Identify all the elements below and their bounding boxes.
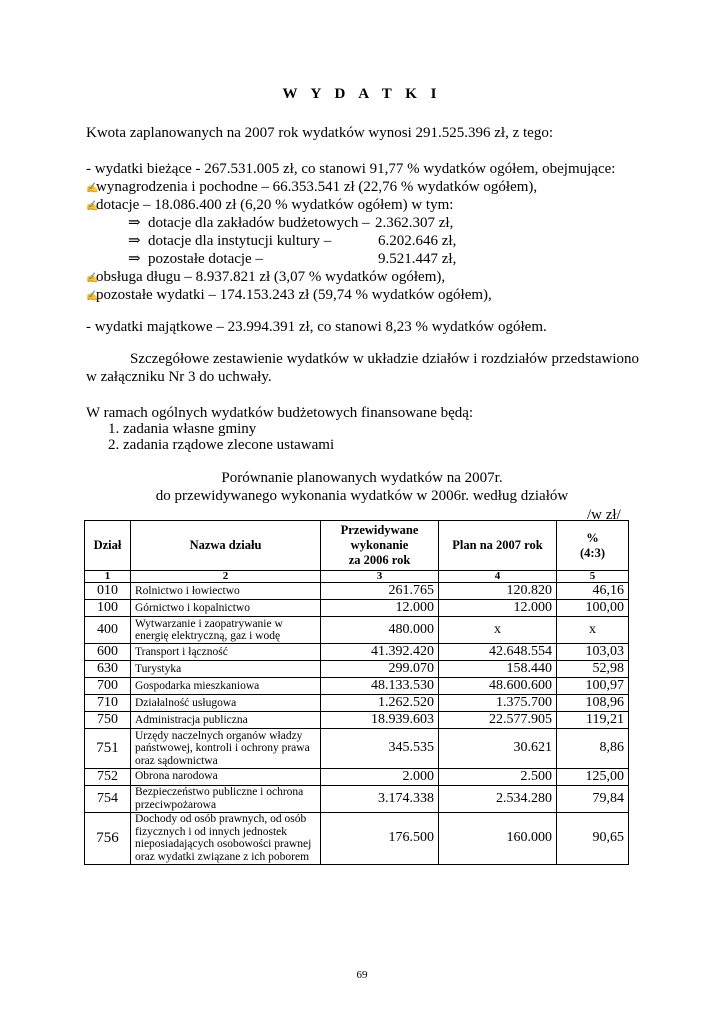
table-row xyxy=(85,729,629,769)
table-row xyxy=(85,600,629,617)
subsidy-item xyxy=(128,250,263,268)
table-row xyxy=(85,695,629,712)
cell-nazwa xyxy=(131,617,321,644)
cell-nazwa-line: Wytwarzanie i zaopatrywanie w xyxy=(135,617,283,630)
table-caption: Porównanie planowanych wydatków na 2007r. xyxy=(221,470,503,486)
subsidy-amount: 2.362.307 zł, xyxy=(375,215,454,231)
page-title: W Y D A T K I xyxy=(282,86,442,102)
cell-percent: 100,00 xyxy=(557,600,629,617)
cell-nazwa-line: Urzędy naczelnych organów władzy xyxy=(135,729,303,742)
cell-plan: 12.000 xyxy=(439,600,557,617)
bullet-text: pozostałe wydatki – 174.153.243 zł (59,74 % wydatków ogółem), xyxy=(96,287,492,303)
header-nazwa: Nazwa działu xyxy=(131,521,321,571)
cell-percent: 103,03 xyxy=(557,644,629,661)
cell-dzial: 630 xyxy=(85,661,131,678)
cell-nazwa-line: Administracja publiczna xyxy=(135,713,248,726)
cell-dzial: 751 xyxy=(85,729,131,769)
cell-nazwa-line: Transport i łączność xyxy=(135,645,228,658)
pencil-icon: ✍ xyxy=(86,201,99,212)
cell-nazwa-line: oraz sądownictwa xyxy=(135,754,218,767)
cell-nazwa-line: przeciwpożarowa xyxy=(135,798,217,811)
cell-przewidywane: 3.174.338 xyxy=(321,785,439,812)
page-number: 69 xyxy=(356,969,368,981)
cell-plan: 30.621 xyxy=(439,729,557,769)
subsidy-amount: 9.521.447 zł, xyxy=(378,251,457,267)
cell-nazwa xyxy=(131,729,321,769)
column-index-row xyxy=(85,571,629,583)
table-row xyxy=(85,617,629,644)
table-caption: do przewidywanego wykonania wydatków w 2006r. według działów xyxy=(155,488,569,504)
cell-plan: 42.648.554 xyxy=(439,644,557,661)
subsidy-label: dotacje dla instytucji kultury – xyxy=(148,233,332,249)
cell-nazwa-line: Turystyka xyxy=(135,662,182,675)
subsidy-item xyxy=(128,232,331,250)
cell-nazwa-line: energię elektryczną, gaz i wodę xyxy=(135,630,281,642)
cell-dzial: 400 xyxy=(85,617,131,644)
cell-percent: x xyxy=(557,617,629,644)
cell-nazwa-line: Gospodarka mieszkaniowa xyxy=(135,679,260,692)
arrow-right-icon: ⇒ xyxy=(128,233,141,249)
cell-nazwa-line: Bezpieczeństwo publiczne i ochrona xyxy=(135,786,304,798)
cell-dzial: 752 xyxy=(85,768,131,785)
cell-nazwa xyxy=(131,678,321,695)
cell-dzial: 600 xyxy=(85,644,131,661)
subsidy-item xyxy=(128,214,370,232)
table-row xyxy=(85,583,629,600)
bullet-item xyxy=(86,196,453,216)
cell-nazwa-line: fizycznych i od innych jednostek xyxy=(135,825,288,838)
header-percent: % (4:3) xyxy=(557,521,629,571)
header-przewidywane: Przewidywane wykonanie za 2006 rok xyxy=(321,521,439,571)
cell-nazwa-line: Obrona narodowa xyxy=(135,770,218,783)
cell-przewidywane: 1.262.520 xyxy=(321,695,439,712)
column-index: 1 xyxy=(85,571,131,583)
column-index: 3 xyxy=(321,571,439,583)
cell-dzial: 100 xyxy=(85,600,131,617)
current-expenses-line: - wydatki bieżące - 267.531.005 zł, co stanowi 91,77 % wydatków ogółem, obejmujące: xyxy=(86,161,616,177)
cell-percent: 90,65 xyxy=(557,812,629,864)
cell-nazwa-line: Górnictwo i kopalnictwo xyxy=(135,601,250,614)
cell-percent: 100,97 xyxy=(557,678,629,695)
pencil-icon: ✍ xyxy=(86,273,99,284)
cell-plan: 48.600.600 xyxy=(439,678,557,695)
header-plan: Plan na 2007 rok xyxy=(439,521,557,571)
table-row xyxy=(85,785,629,812)
table-row xyxy=(85,661,629,678)
unit-label: /w zł/ xyxy=(587,507,621,523)
cell-nazwa-line: nieposiadających osobowości prawnej xyxy=(135,838,312,850)
intro-text: Kwota zaplanowanych na 2007 rok wydatków wynosi 291.525.396 zł, z tego: xyxy=(86,125,553,141)
cell-przewidywane: 261.765 xyxy=(321,583,439,600)
cell-nazwa xyxy=(131,600,321,617)
cell-nazwa xyxy=(131,644,321,661)
financed-item: 2. zadania rządowe zlecone ustawami xyxy=(108,437,335,453)
cell-przewidywane: 41.392.420 xyxy=(321,644,439,661)
cell-plan: 1.375.700 xyxy=(439,695,557,712)
cell-nazwa xyxy=(131,812,321,864)
bullet-item xyxy=(86,178,537,198)
financed-intro: W ramach ogólnych wydatków budżetowych finansowane będą: xyxy=(86,405,474,421)
cell-nazwa-line: Rolnictwo i łowiectwo xyxy=(135,584,240,597)
arrow-right-icon: ⇒ xyxy=(128,215,141,231)
subsidy-amount: 6.202.646 zł, xyxy=(378,233,457,249)
bullet-text: dotacje – 18.086.400 zł (6,20 % wydatków ogółem) w tym: xyxy=(96,197,454,213)
cell-plan: 2.534.280 xyxy=(439,785,557,812)
cell-nazwa xyxy=(131,785,321,812)
cell-plan: 158.440 xyxy=(439,661,557,678)
column-index: 4 xyxy=(439,571,557,583)
cell-przewidywane: 345.535 xyxy=(321,729,439,769)
expenses-table xyxy=(84,520,629,865)
cell-nazwa xyxy=(131,695,321,712)
property-expenses-line: - wydatki majątkowe – 23.994.391 zł, co stanowi 8,23 % wydatków ogółem. xyxy=(86,319,547,335)
bullet-item xyxy=(86,268,445,288)
table-row xyxy=(85,644,629,661)
subsidy-label: pozostałe dotacje – xyxy=(148,251,263,267)
cell-nazwa xyxy=(131,712,321,729)
cell-dzial: 756 xyxy=(85,812,131,864)
bullet-text: obsługa długu – 8.937.821 zł (3,07 % wydatków ogółem), xyxy=(96,269,446,285)
cell-przewidywane: 299.070 xyxy=(321,661,439,678)
cell-nazwa-line: oraz wydatki związane z ich poborem xyxy=(135,850,310,863)
pencil-icon: ✍ xyxy=(86,183,99,194)
cell-plan: x xyxy=(439,617,557,644)
cell-plan: 120.820 xyxy=(439,583,557,600)
table-row xyxy=(85,712,629,729)
cell-nazwa xyxy=(131,661,321,678)
cell-nazwa-line: państwowej, kontroli i ochrony prawa xyxy=(135,742,310,754)
cell-plan: 22.577.905 xyxy=(439,712,557,729)
cell-przewidywane: 12.000 xyxy=(321,600,439,617)
cell-percent: 52,98 xyxy=(557,661,629,678)
table-body xyxy=(85,583,629,865)
detail-line: Szczegółowe zestawienie wydatków w układzie działów i rozdziałów przedstawiono xyxy=(130,351,639,367)
cell-przewidywane: 480.000 xyxy=(321,617,439,644)
cell-dzial: 010 xyxy=(85,583,131,600)
cell-dzial: 710 xyxy=(85,695,131,712)
cell-nazwa-line: Działalność usługowa xyxy=(135,696,237,709)
table-row xyxy=(85,812,629,864)
cell-przewidywane: 18.939.603 xyxy=(321,712,439,729)
detail-line: w załączniku Nr 3 do uchwały. xyxy=(86,369,272,385)
table-row xyxy=(85,768,629,785)
cell-dzial: 750 xyxy=(85,712,131,729)
cell-percent: 108,96 xyxy=(557,695,629,712)
header-dzial: Dział xyxy=(85,521,131,571)
column-index: 5 xyxy=(557,571,629,583)
cell-nazwa xyxy=(131,583,321,600)
cell-przewidywane: 48.133.530 xyxy=(321,678,439,695)
cell-nazwa-line: Dochody od osób prawnych, od osób xyxy=(135,813,307,825)
cell-percent: 79,84 xyxy=(557,785,629,812)
column-index: 2 xyxy=(131,571,321,583)
cell-percent: 125,00 xyxy=(557,768,629,785)
financed-item: 1. zadania własne gminy xyxy=(108,421,257,437)
bullet-item xyxy=(86,286,492,306)
subsidy-label: dotacje dla zakładów budżetowych – xyxy=(148,215,370,231)
cell-plan: 2.500 xyxy=(439,768,557,785)
cell-percent: 46,16 xyxy=(557,583,629,600)
cell-percent: 119,21 xyxy=(557,712,629,729)
arrow-right-icon: ⇒ xyxy=(128,251,141,267)
cell-dzial: 754 xyxy=(85,785,131,812)
pencil-icon: ✍ xyxy=(86,291,99,302)
cell-percent: 8,86 xyxy=(557,729,629,769)
table-row xyxy=(85,678,629,695)
cell-plan: 160.000 xyxy=(439,812,557,864)
bullet-text: wynagrodzenia i pochodne – 66.353.541 zł (22,76 % wydatków ogółem), xyxy=(96,179,538,195)
table-header-row xyxy=(85,521,629,571)
cell-dzial: 700 xyxy=(85,678,131,695)
cell-przewidywane: 2.000 xyxy=(321,768,439,785)
cell-nazwa xyxy=(131,768,321,785)
cell-przewidywane: 176.500 xyxy=(321,812,439,864)
